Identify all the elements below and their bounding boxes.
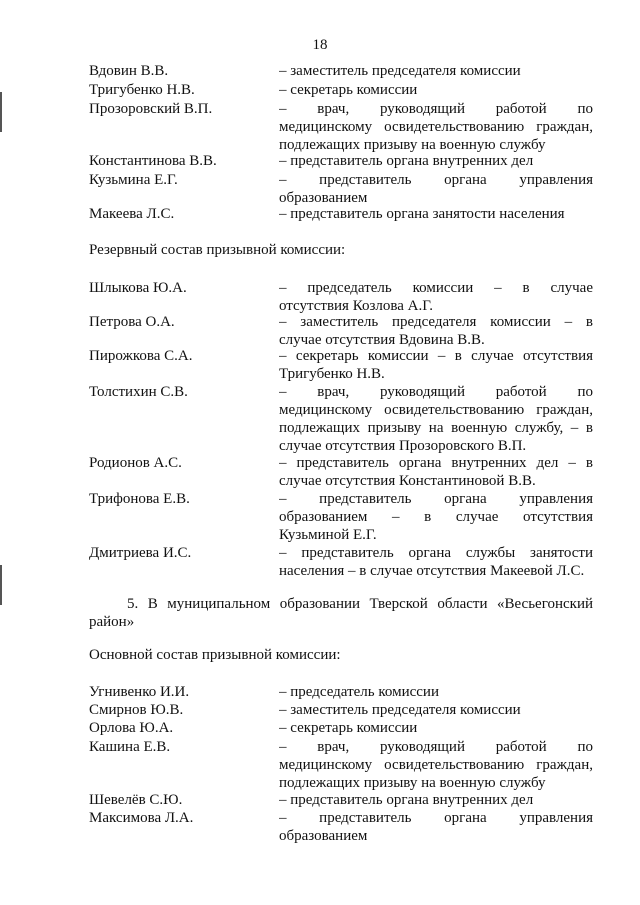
member-row xyxy=(89,100,593,154)
member-role-line: населения – в случае отсутствия Макеевой Л.С. xyxy=(279,563,585,579)
member-name: Вдовин В.В. xyxy=(89,63,169,79)
member-role-line: Кузьминой Е.Г. xyxy=(279,527,377,543)
member-role-line: – представитель органа внутренних дел xyxy=(279,153,534,169)
member-name: Орлова Ю.А. xyxy=(89,720,174,736)
member-role-line: медицинскому освидетельствованию граждан, xyxy=(279,757,593,773)
member-role xyxy=(279,100,593,154)
member-role xyxy=(279,62,593,80)
member-role xyxy=(279,171,593,207)
member-row xyxy=(89,81,593,99)
member-name: Кузьмина Е.Г. xyxy=(89,172,178,188)
member-role-line: образованием – в случае отсутствия xyxy=(279,509,593,525)
member-role-line: подлежащих призыву на военную службу xyxy=(279,137,546,153)
member-role xyxy=(279,544,593,580)
member-role xyxy=(279,719,593,737)
member-name: Шлыкова Ю.А. xyxy=(89,280,187,296)
member-role xyxy=(279,791,593,809)
member-row xyxy=(89,791,593,809)
member-role-line: случае отсутствия Константиновой В.В. xyxy=(279,473,536,489)
member-role-line: – заместитель председателя комиссии – в xyxy=(279,314,593,330)
member-role-line: – врач, руководящий работой по xyxy=(279,739,593,755)
member-row xyxy=(89,454,593,490)
member-name: Смирнов Ю.В. xyxy=(89,702,184,718)
member-row xyxy=(89,809,593,845)
member-role xyxy=(279,490,593,544)
member-role xyxy=(279,347,593,383)
member-role xyxy=(279,152,593,170)
member-role-line: – представитель органа управления xyxy=(279,810,593,826)
member-name: Угнивенко И.И. xyxy=(89,684,190,700)
member-name: Толстихин С.В. xyxy=(89,384,188,400)
scan-edge-mark-bottom xyxy=(0,565,2,605)
member-name: Тригубенко Н.В. xyxy=(89,82,195,98)
member-row xyxy=(89,383,593,455)
member-role xyxy=(279,701,593,719)
member-row xyxy=(89,171,593,207)
member-role-line: – секретарь комиссии – в случае отсутствия xyxy=(279,348,593,364)
member-row xyxy=(89,719,593,737)
member-row xyxy=(89,279,593,315)
member-role-line: случае отсутствия Вдовина В.В. xyxy=(279,332,485,348)
section-5-line-1: 5. В муниципальном образовании Тверской области «Весьегонский xyxy=(127,596,593,612)
member-role-line: – секретарь комиссии xyxy=(279,82,418,98)
member-role-line: – председатель комиссии – в случае xyxy=(279,280,593,296)
member-row xyxy=(89,152,593,170)
member-role xyxy=(279,313,593,349)
member-row xyxy=(89,62,593,80)
member-role-line: – врач, руководящий работой по xyxy=(279,384,593,400)
member-role xyxy=(279,683,593,701)
member-role-line: – заместитель председателя комиссии xyxy=(279,63,521,79)
member-role-line: медицинскому освидетельствованию граждан, xyxy=(279,402,593,418)
member-name: Родионов А.С. xyxy=(89,455,182,471)
member-name: Дмитриева И.С. xyxy=(89,545,192,561)
member-role-line: случае отсутствия Прозоровского В.П. xyxy=(279,438,527,454)
member-name: Максимова Л.А. xyxy=(89,810,194,826)
main-heading: Основной состав призывной комиссии: xyxy=(89,647,341,663)
member-role-line: подлежащих призыву на военную службу xyxy=(279,775,546,791)
member-name: Шевелёв С.Ю. xyxy=(89,792,183,808)
member-row xyxy=(89,683,593,701)
member-name: Кашина Е.В. xyxy=(89,739,171,755)
member-role-line: – председатель комиссии xyxy=(279,684,439,700)
member-role-line: – заместитель председателя комиссии xyxy=(279,702,521,718)
member-role-line: – представитель органа управления xyxy=(279,491,593,507)
member-role-line: – врач, руководящий работой по xyxy=(279,101,593,117)
member-row xyxy=(89,347,593,383)
member-role-line: образованием xyxy=(279,828,368,844)
section-5-line-2: район» xyxy=(89,614,135,630)
member-name: Трифонова Е.В. xyxy=(89,491,190,507)
scan-edge-mark-top xyxy=(0,92,2,132)
member-role-line: отсутствия Козлова А.Г. xyxy=(279,298,433,314)
member-role-line: образованием xyxy=(279,190,368,206)
member-role-line: Тригубенко Н.В. xyxy=(279,366,385,382)
member-name: Константинова В.В. xyxy=(89,153,217,169)
member-role-line: подлежащих призыву на военную службу, – в xyxy=(279,420,593,436)
member-role-line: – представитель органа внутренних дел – в xyxy=(279,455,593,471)
member-name: Макеева Л.С. xyxy=(89,206,175,222)
member-role xyxy=(279,454,593,490)
member-name: Петрова О.А. xyxy=(89,314,175,330)
member-name: Прозоровский В.П. xyxy=(89,101,213,117)
page-number: 18 xyxy=(312,37,328,53)
member-role xyxy=(279,279,593,315)
member-role-line: – представитель органа управления xyxy=(279,172,593,188)
member-role-line: – представитель органа внутренних дел xyxy=(279,792,534,808)
member-role xyxy=(279,81,593,99)
member-role-line: медицинскому освидетельствованию граждан, xyxy=(279,119,593,135)
member-row xyxy=(89,313,593,349)
member-role xyxy=(279,809,593,845)
member-role xyxy=(279,738,593,792)
member-role-line: – секретарь комиссии xyxy=(279,720,418,736)
member-role-line: – представитель органа занятости населения xyxy=(279,206,565,222)
reserve-heading: Резервный состав призывной комиссии: xyxy=(89,242,346,258)
member-row xyxy=(89,490,593,544)
member-row xyxy=(89,544,593,580)
member-row xyxy=(89,205,593,223)
member-role-line: – представитель органа службы занятости xyxy=(279,545,593,561)
section-5-paragraph xyxy=(89,595,593,631)
member-role xyxy=(279,205,593,223)
member-row xyxy=(89,701,593,719)
member-role xyxy=(279,383,593,455)
member-name: Пирожкова С.А. xyxy=(89,348,193,364)
member-row xyxy=(89,738,593,792)
